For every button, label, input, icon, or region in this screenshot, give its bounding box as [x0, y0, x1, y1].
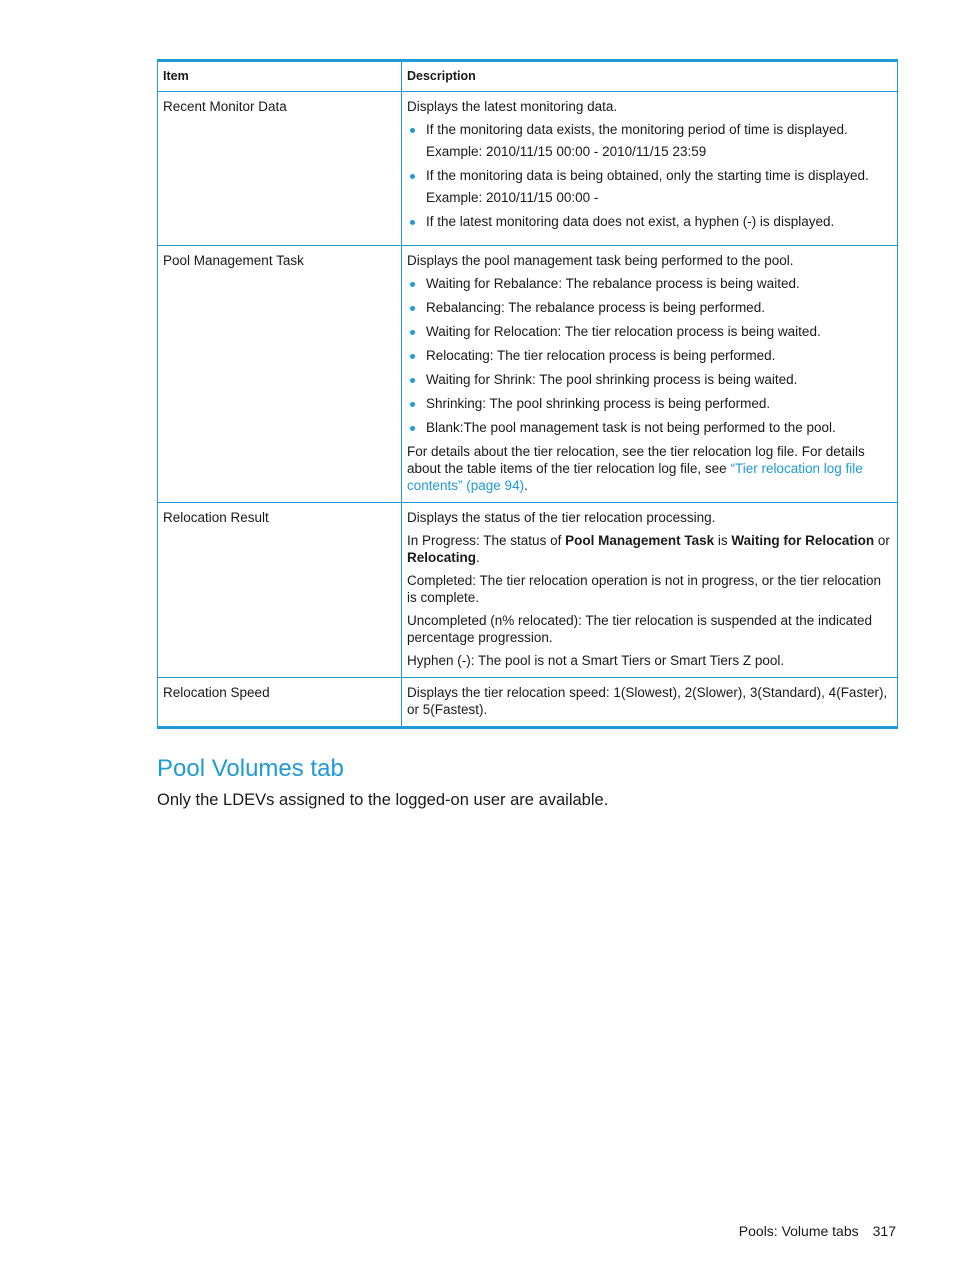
table-row [158, 246, 898, 503]
status-in-progress: In Progress: The status of Pool Management Task is Waiting for Relocation or Relocating. [407, 533, 890, 565]
description-cell [402, 246, 898, 503]
description-cell [402, 503, 898, 678]
description-cell [402, 678, 898, 728]
header-item: Item [158, 61, 402, 92]
list-item: Blank:The pool management task is not being performed to the pool. [407, 419, 892, 436]
item-description-table [157, 59, 898, 729]
status-hyphen: Hyphen (-): The pool is not a Smart Tiers or Smart Tiers Z pool. [407, 653, 785, 668]
header-description: Description [402, 61, 898, 92]
table-header-row [158, 61, 898, 92]
section-heading: Pool Volumes tab [157, 755, 344, 782]
example-text: Example: 2010/11/15 00:00 - 2010/11/15 23:59 [426, 144, 707, 159]
item-cell: Pool Management Task [158, 246, 402, 503]
footer-label: Pools: Volume tabs [738, 1223, 859, 1239]
item-cell: Recent Monitor Data [158, 92, 402, 246]
list-item: Relocating: The tier relocation process is being performed. [407, 347, 892, 364]
description-intro: Displays the latest monitoring data. [407, 99, 618, 114]
table-row [158, 678, 898, 728]
tier-relocation-log-link[interactable]: “Tier relocation log file contents” (page 94) [407, 461, 863, 493]
relocation-log-note: For details about the tier relocation, see the tier relocation log file. For details about the table items of the tier relocation log file, see “Tier relocation log file contents” (page 94). [407, 444, 865, 493]
list-item: If the monitoring data exists, the monitoring period of time is displayed. Example: 2010/11/15 00:00 - 2010/11/15 23:59 [407, 121, 892, 160]
table-row [158, 92, 898, 246]
bullet-list [407, 275, 892, 436]
list-item: Waiting for Shrink: The pool shrinking process is being waited. [407, 371, 892, 388]
list-item: If the monitoring data is being obtained, only the starting time is displayed. Example: 2010/11/15 00:00 - [407, 167, 892, 206]
status-completed: Completed: The tier relocation operation is not in progress, or the tier relocation is complete. [407, 573, 882, 605]
section-body: Only the LDEVs assigned to the logged-on user are available. [157, 791, 609, 809]
page-number: 317 [872, 1223, 896, 1239]
item-cell: Relocation Speed [158, 678, 402, 728]
bullet-list [407, 121, 892, 230]
item-cell: Relocation Result [158, 503, 402, 678]
status-uncompleted: Uncompleted (n% relocated): The tier relocation is suspended at the indicated percentage progression. [407, 613, 873, 645]
list-item: If the latest monitoring data does not exist, a hyphen (-) is displayed. [407, 213, 892, 230]
description-cell [402, 92, 898, 246]
page-footer [739, 1222, 896, 1240]
description-intro: Displays the pool management task being performed to the pool. [407, 253, 794, 268]
list-item: Shrinking: The pool shrinking process is being performed. [407, 395, 892, 412]
list-item: Waiting for Relocation: The tier relocation process is being waited. [407, 323, 892, 340]
description-intro: Displays the tier relocation speed: 1(Slowest), 2(Slower), 3(Standard), 4(Faster), or 5(Fastest). [407, 685, 888, 717]
list-item: Waiting for Rebalance: The rebalance process is being waited. [407, 275, 892, 292]
description-intro: Displays the status of the tier relocation processing. [407, 510, 716, 525]
table-row [158, 503, 898, 678]
example-text: Example: 2010/11/15 00:00 - [426, 190, 599, 205]
list-item: Rebalancing: The rebalance process is being performed. [407, 299, 892, 316]
